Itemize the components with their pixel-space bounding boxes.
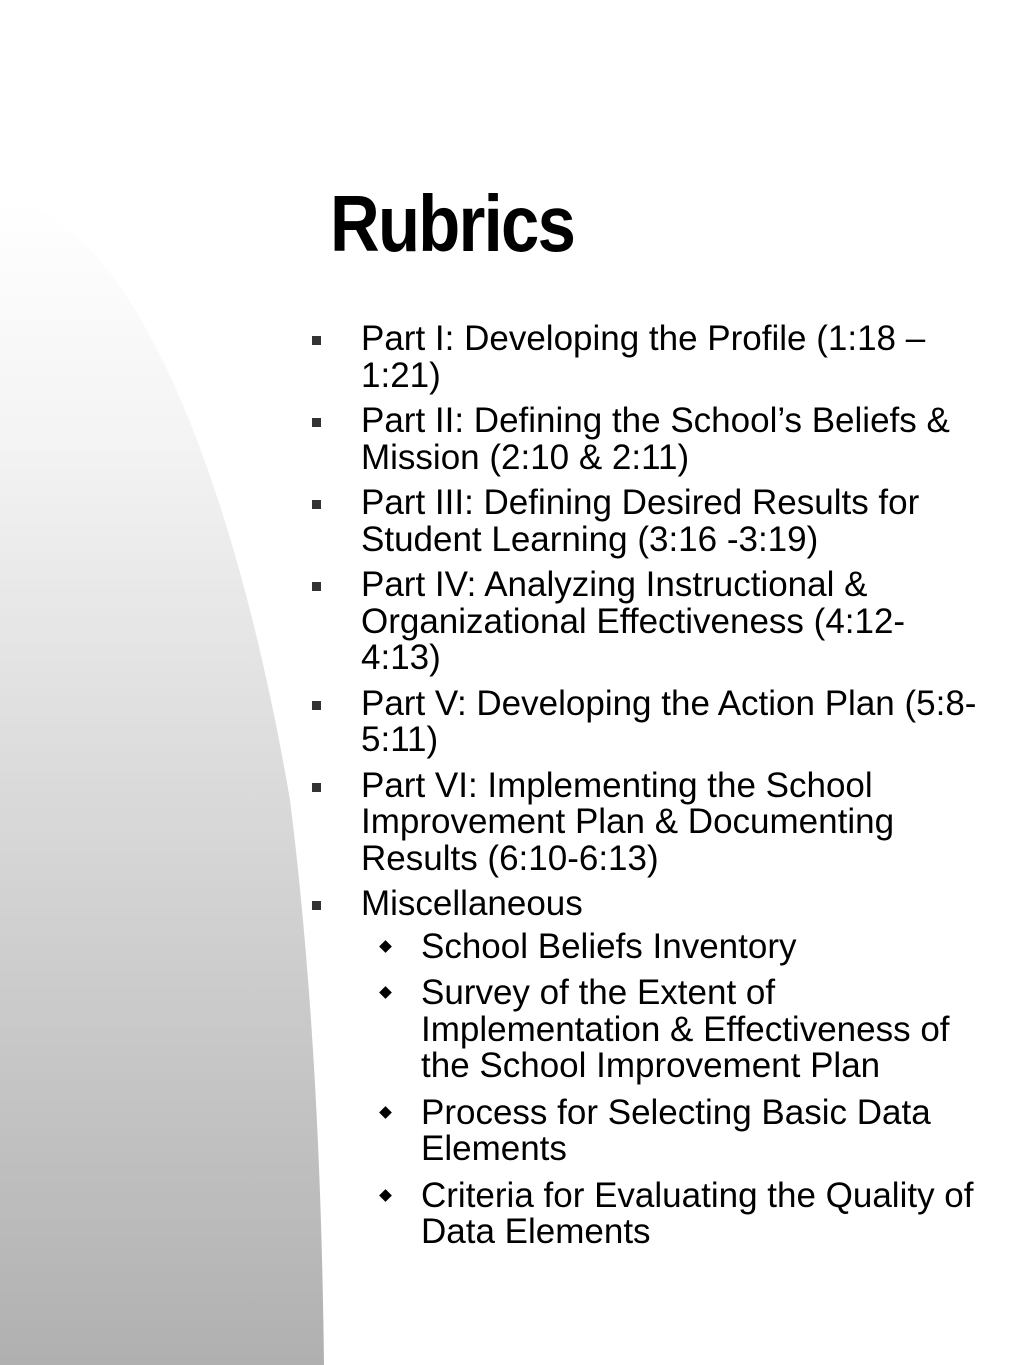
- bullet-item: [300, 683, 980, 759]
- diamond-bullet-icon: [379, 1189, 392, 1202]
- square-bullet-icon: [312, 336, 321, 345]
- bullet-text: Part II: Defining the School’s Beliefs & Mission (2:10 & 2:11): [361, 401, 950, 477]
- slide-title: Rubrics: [330, 179, 575, 268]
- bullet-text: Part I: Developing the Profile (1:18 – 1:21): [361, 319, 926, 395]
- square-bullet-icon: [312, 500, 321, 509]
- sub-bullet-list: [361, 926, 980, 1251]
- sub-bullet-item: [361, 1175, 980, 1251]
- sub-bullet-text: Survey of the Extent of Implementation & Effectiveness of the School Improvement Plan: [421, 973, 950, 1085]
- sub-bullet-text: Criteria for Evaluating the Quality of Data Elements: [421, 1175, 974, 1251]
- square-bullet-icon: [312, 901, 321, 910]
- sub-bullet-item: [361, 1092, 980, 1168]
- bullet-text: Part III: Defining Desired Results for Student Learning (3:16 -3:19): [361, 483, 920, 559]
- diamond-bullet-icon: [379, 940, 392, 953]
- bullet-text: Part IV: Analyzing Instructional & Organizational Effectiveness (4:12-4:13): [361, 565, 906, 677]
- bullet-text: Miscellaneous: [361, 884, 583, 923]
- square-bullet-icon: [312, 418, 321, 427]
- bullet-item: [300, 403, 980, 476]
- square-bullet-icon: [312, 783, 321, 792]
- bullet-list: [300, 321, 980, 1261]
- square-bullet-icon: [312, 701, 321, 710]
- sub-bullet-item: [361, 975, 980, 1085]
- bullet-item-miscellaneous: [300, 886, 980, 1251]
- bullet-item: [300, 321, 980, 394]
- square-bullet-icon: [312, 582, 321, 591]
- bullet-text: Part VI: Implementing the School Improvement Plan & Documenting Results (6:10-6:13): [361, 765, 895, 878]
- bullet-item: [300, 485, 980, 558]
- sub-bullet-text: Process for Selecting Basic Data Elements: [421, 1092, 931, 1168]
- sub-bullet-item: [361, 926, 980, 966]
- diamond-bullet-icon: [379, 986, 392, 999]
- bullet-item: [300, 567, 980, 677]
- bullet-item: [300, 765, 980, 878]
- bullet-text: Part V: Developing the Action Plan (5:8-5:11): [361, 683, 977, 759]
- sub-bullet-text: School Beliefs Inventory: [421, 926, 797, 966]
- diamond-bullet-icon: [379, 1106, 392, 1119]
